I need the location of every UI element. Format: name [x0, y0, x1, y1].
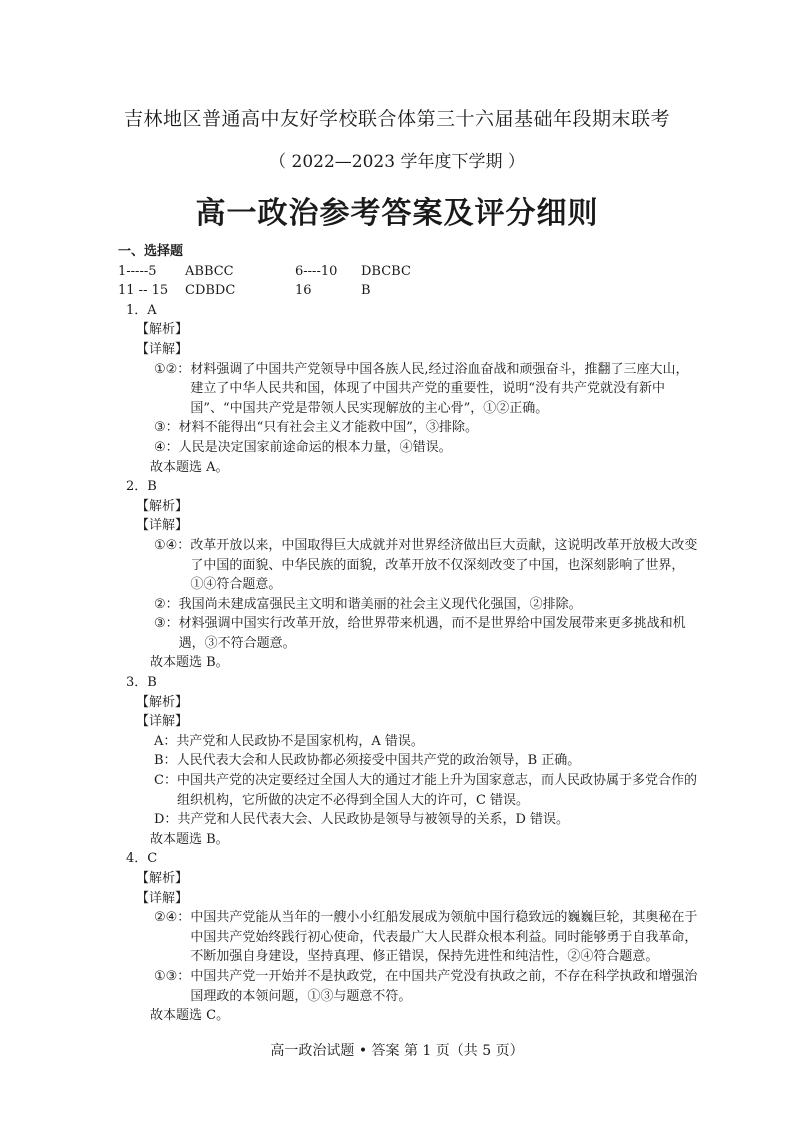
explanation-item	[118, 771, 698, 810]
option-label: C：	[154, 773, 177, 789]
option-explanation: 材料不能得出“只有社会主义才能救中国”，③排除。	[178, 420, 478, 436]
option-label: ③：	[154, 420, 179, 436]
answer-key-answers: CDBDC	[185, 283, 236, 299]
question-block-1	[118, 301, 698, 477]
question-number: 1．A	[126, 302, 157, 318]
page-footer: 高一政治试题 • 答案 第 1 页（共 5 页）	[270, 1043, 524, 1059]
answer-content	[118, 242, 698, 1026]
option-label: ④：	[154, 439, 179, 455]
explanation-item	[118, 908, 698, 967]
option-explanation: 共产党和人民代表大会、人民政协是领导与被领导的关系，D 错误。	[177, 812, 569, 828]
option-label: ②④：	[154, 910, 191, 926]
option-explanation: 中国共产党能从当年的一艘小小红船发展成为领航中国行稳致远的巍巍巨轮，其奥秘在于中国共产党始终践行初心使命，代表最广大人民群众根本利益。同时能够勇于自我革命，不断加强自身建设，坚持真理、修正错误，保持先进性和纯洁性，②④符合题意。	[190, 910, 698, 965]
section-title: 一、选择题	[118, 244, 184, 259]
question-number: 2．B	[126, 479, 157, 495]
option-explanation: 材料强调中国实行改革开放，给世界带来机遇，而不是世界给中国发展带来更多挑战和机遇，③不符合题意。	[178, 616, 686, 651]
option-explanation: 材料强调了中国共产党领导中国各族人民,经过浴血奋战和顽强奋斗，推翻了三座大山，建立了中华人民共和国，体现了中国共产党的重要性，说明“没有共产党就没有新中国”、“中国共产党是带领人民实现解放的主心骨”，①②正确。	[190, 361, 689, 416]
option-label: A：	[154, 733, 177, 749]
answer-conclusion: 故本题选 A。	[150, 459, 229, 475]
explanation-item	[118, 732, 698, 752]
explanation-item	[118, 751, 698, 771]
option-label: ③：	[154, 616, 179, 632]
option-label: ①③：	[154, 968, 191, 984]
question-block-4	[118, 849, 698, 1025]
option-label: D：	[154, 812, 178, 828]
answer-conclusion: 故本题选 B。	[150, 655, 229, 671]
question-number: 4．C	[126, 851, 158, 867]
explanation-item	[118, 967, 698, 1006]
analysis-label: 【解析】	[136, 871, 189, 886]
option-label: B：	[154, 753, 177, 769]
answer-key-row-2	[118, 281, 698, 301]
analysis-label: 【解析】	[136, 694, 189, 710]
answer-key-answers: B	[361, 283, 371, 299]
answer-conclusion: 故本题选 B。	[150, 831, 229, 847]
option-label: ②：	[154, 596, 179, 612]
option-explanation: 中国共产党一开始并不是执政党，在中国共产党没有执政之前，不存在科学执政和增强治国理政的本领问题，①③与题意不符。	[190, 968, 698, 1004]
question-block-3	[118, 673, 698, 849]
option-label: ①②：	[154, 361, 191, 377]
option-explanation: 共产党和人民政协不是国家机构，A 错误。	[176, 733, 424, 749]
option-label: ①④：	[154, 537, 191, 553]
option-explanation: 人民是决定国家前途命运的根本力量，④错误。	[178, 439, 452, 455]
explanation-item	[118, 438, 698, 458]
detail-label: 【详解】	[136, 518, 189, 534]
answer-key-range: 1-----5	[118, 263, 157, 279]
explanation-item	[118, 810, 698, 830]
answer-key-range: 6----10	[295, 263, 338, 279]
answer-key-row-1	[118, 262, 698, 282]
option-explanation: 人民代表大会和人民政协都必须接受中国共产党的政治领导，B 正确。	[176, 753, 581, 769]
detail-label: 【详解】	[136, 890, 189, 906]
detail-label: 【详解】	[136, 341, 189, 357]
analysis-label: 【解析】	[136, 498, 189, 514]
option-explanation: 改革开放以来，中国取得巨大成就并对世界经济做出巨大贡献，这说明改革开放极大改变了中国的面貌、中华民族的面貌，改革开放不仅深刻改变了中国，也深刻影响了世界，①④符合题意。	[190, 537, 698, 593]
explanation-item	[118, 614, 698, 653]
option-explanation: 中国共产党的决定要经过全国人大的通过才能上升为国家意志，而人民政协属于多党合作的组织机构，它所做的决定不必得到全国人大的许可，C 错误。	[176, 773, 697, 808]
question-block-2	[118, 477, 698, 673]
answer-key-answers: ABBCC	[185, 263, 234, 279]
explanation-item	[118, 360, 698, 419]
page-title: 高一政治参考答案及评分细则	[195, 196, 599, 231]
detail-label: 【详解】	[136, 714, 189, 730]
explanation-item	[118, 595, 698, 615]
option-explanation: 我国尚未建成富强民主文明和谐美丽的社会主义现代化强国，②排除。	[178, 596, 582, 612]
analysis-label: 【解析】	[136, 322, 189, 338]
answer-key-answers: DBCBC	[361, 263, 411, 279]
answer-key-range: 11 -- 15	[118, 283, 169, 299]
answer-conclusion: 故本题选 C。	[150, 1008, 230, 1024]
question-number: 3．B	[126, 675, 157, 691]
school-year-heading: （ 2022—2023 学年度下学期 ）	[269, 152, 525, 172]
exam-organization-heading: 吉林地区普通高中友好学校联合体第三十六届基础年段期末联考	[123, 108, 670, 130]
answer-key-range: 16	[295, 283, 312, 299]
explanation-item	[118, 536, 698, 595]
explanation-item	[118, 418, 698, 438]
